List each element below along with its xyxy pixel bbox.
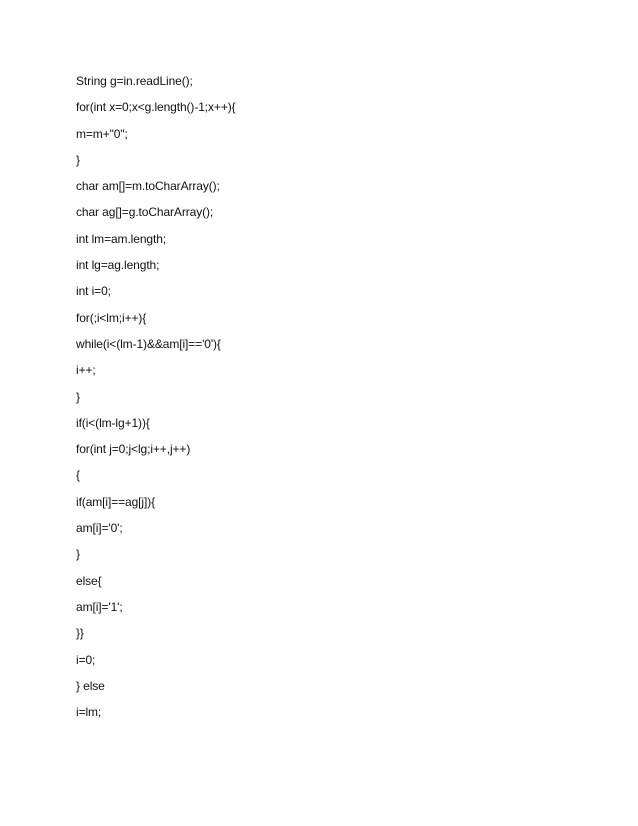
code-line: for(;i<lm;i++){ <box>76 310 147 325</box>
code-line: m=m+"0"; <box>76 126 128 141</box>
code-line: }} <box>76 626 84 641</box>
code-line: { <box>76 468 80 483</box>
code-line: for(int x=0;x<g.length()-1;x++){ <box>76 100 236 115</box>
code-line: else{ <box>76 573 102 588</box>
code-line: i=lm; <box>76 705 102 720</box>
code-line: String g=in.readLine(); <box>76 74 193 88</box>
code-line: char am[]=m.toCharArray(); <box>76 179 220 194</box>
code-line: } else <box>76 678 105 693</box>
code-line: am[i]='1'; <box>76 599 123 614</box>
code-line: int lm=am.length; <box>76 231 167 246</box>
code-listing <box>76 72 576 729</box>
code-line: } <box>76 152 80 167</box>
code-line: char ag[]=g.toCharArray(); <box>76 205 214 220</box>
code-line: for(int j=0;j<lg;i++,j++) <box>76 442 191 457</box>
code-line: i++; <box>76 363 96 378</box>
code-line: if(am[i]==ag[j]){ <box>76 494 156 509</box>
code-line: } <box>76 389 80 404</box>
code-line: am[i]='0'; <box>76 521 123 536</box>
code-line: if(i<(lm-lg+1)){ <box>76 415 150 430</box>
code-line: while(i<(lm-1)&&am[i]=='0'){ <box>76 336 221 351</box>
code-line: } <box>76 547 80 562</box>
code-line: int i=0; <box>76 284 111 299</box>
code-line: i=0; <box>76 652 96 667</box>
code-line: int lg=ag.length; <box>76 258 160 273</box>
